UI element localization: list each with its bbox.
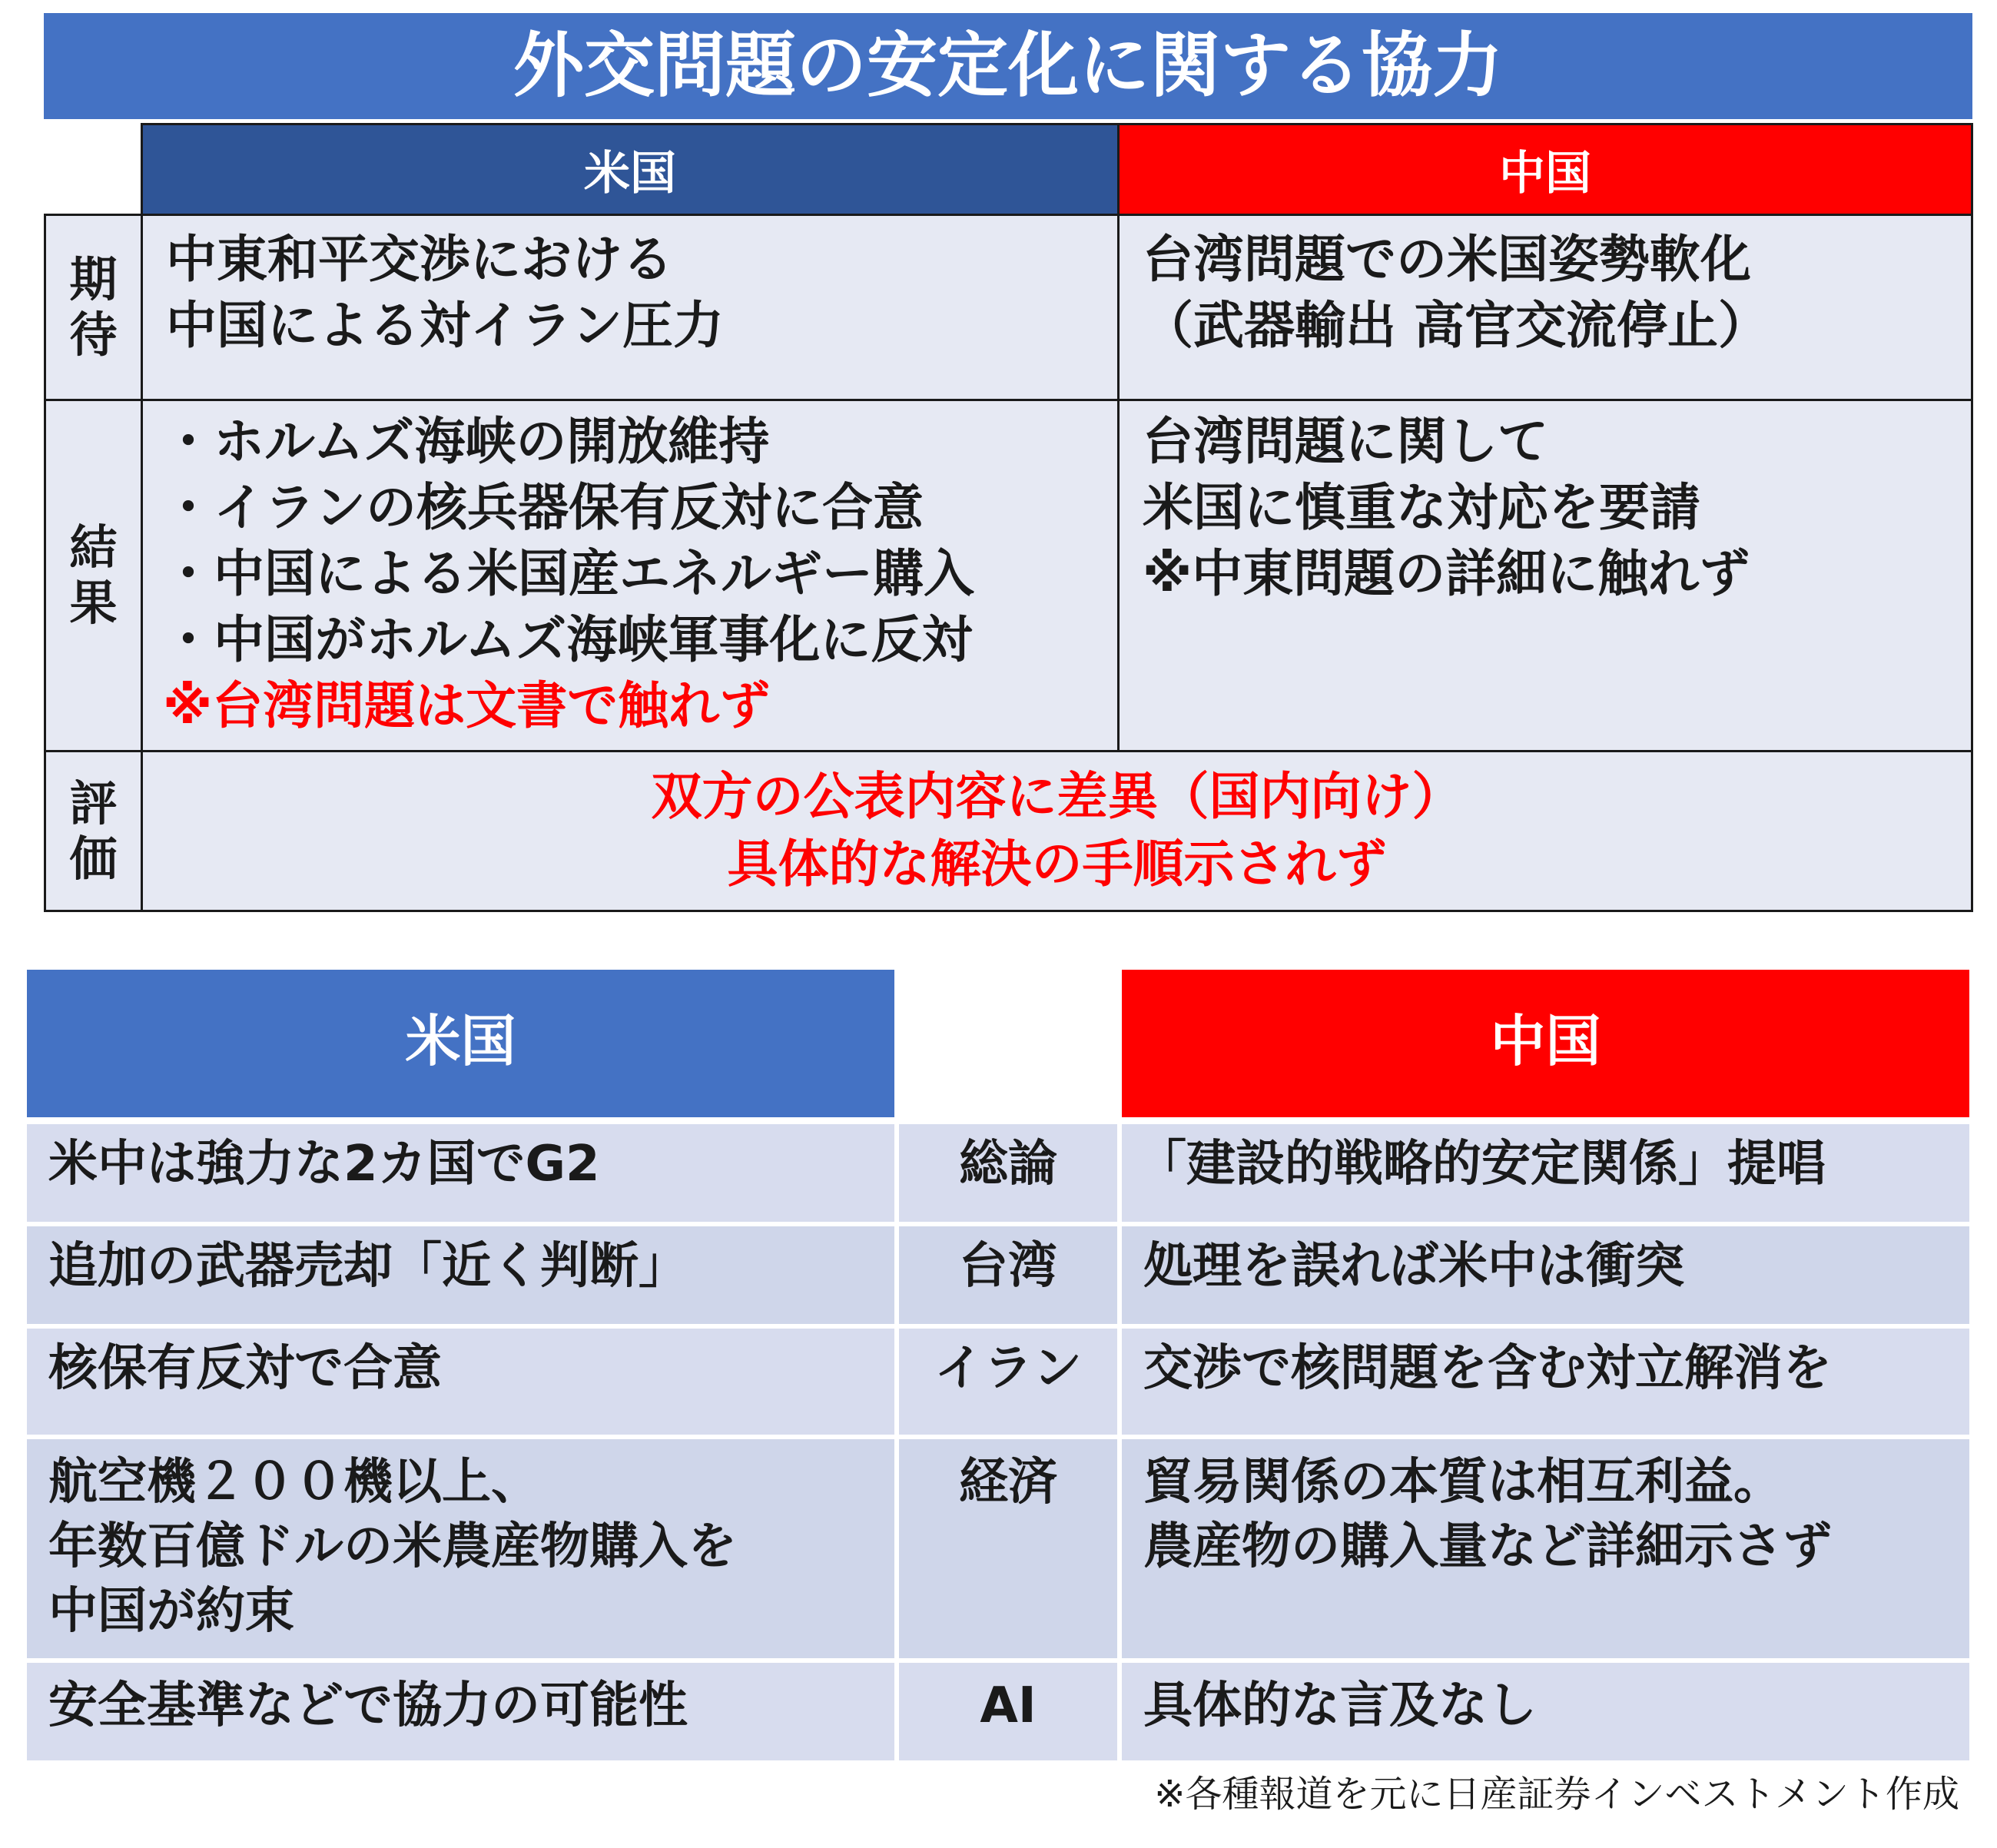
row-label-evaluation bbox=[44, 750, 143, 912]
top-header-us-label: 米国 bbox=[584, 146, 676, 201]
bottom-header-china-label: 中国 bbox=[1490, 1009, 1601, 1073]
top-header-us bbox=[141, 123, 1120, 216]
row-topic-text: AI bbox=[980, 1677, 1037, 1734]
result-us-cell bbox=[141, 399, 1120, 752]
table-row-topic bbox=[899, 1124, 1117, 1222]
row-topic-text: イラン bbox=[934, 1340, 1082, 1397]
table-row bbox=[1122, 1663, 1969, 1760]
top-header-china bbox=[1117, 123, 1973, 216]
table-row bbox=[27, 1663, 894, 1760]
table-row bbox=[27, 1226, 894, 1324]
row-china-text: 「建設的戦略的安定関係」提唱 bbox=[1137, 1136, 1826, 1193]
row-us-text: 中国が約束 bbox=[48, 1583, 294, 1640]
row-china-text: 交渉で核問題を含む対立解消を bbox=[1143, 1340, 1832, 1397]
table-row-topic bbox=[899, 1663, 1117, 1760]
table-row bbox=[1122, 1439, 1969, 1658]
expectation-china-line: （武器輸出 高官交流停止） bbox=[1143, 296, 1769, 355]
table-row bbox=[27, 1329, 894, 1435]
bottom-header-us-label: 米国 bbox=[405, 1009, 516, 1073]
row-us-text: 年数百億ドルの米農産物購入を bbox=[48, 1518, 737, 1575]
row-us-text: 米中は強力な2カ国でG2 bbox=[48, 1136, 600, 1193]
table-row bbox=[1122, 1329, 1969, 1435]
row-us-text: 追加の武器売却「近く判断」 bbox=[48, 1238, 688, 1295]
table-row-topic bbox=[899, 1439, 1117, 1658]
row-topic-text: 総論 bbox=[959, 1136, 1057, 1193]
top-header-china-label: 中国 bbox=[1499, 146, 1591, 201]
bottom-header-china bbox=[1122, 970, 1969, 1117]
result-us-line: ・中国がホルムズ海峡軍事化に反対 bbox=[163, 610, 973, 669]
evaluation-cell bbox=[141, 750, 1973, 912]
result-us-line: ・中国による米国産エネルギー購入 bbox=[163, 544, 974, 603]
row-label-result-text: 結 果 bbox=[69, 519, 118, 631]
result-china-cell bbox=[1117, 399, 1973, 752]
result-us-line: ・ホルムズ海峡の開放維持 bbox=[163, 412, 770, 471]
table-row-topic bbox=[899, 1226, 1117, 1324]
row-china-text: 貿易関係の本質は相互利益。 bbox=[1143, 1454, 1783, 1511]
table-row bbox=[27, 1124, 894, 1222]
row-us-text: 安全基準などで協力の可能性 bbox=[48, 1677, 688, 1734]
evaluation-line: 双方の公表内容に差異（国内向け） bbox=[651, 767, 1463, 826]
row-label-result bbox=[44, 399, 143, 752]
expectation-us-line: 中国による対イラン圧力 bbox=[166, 296, 724, 355]
row-us-text: 核保有反対で合意 bbox=[48, 1340, 442, 1397]
table-row bbox=[1122, 1226, 1969, 1324]
row-label-evaluation-text: 評 価 bbox=[69, 775, 118, 887]
row-label-expectation-text: 期 待 bbox=[69, 251, 118, 363]
row-us-text: 航空機２００機以上、 bbox=[48, 1454, 540, 1511]
row-china-text: 具体的な言及なし bbox=[1143, 1677, 1537, 1734]
result-china-line: 台湾問題に関して bbox=[1143, 412, 1548, 471]
row-china-text: 農産物の購入量など詳細示さず bbox=[1143, 1518, 1832, 1575]
table-row bbox=[1122, 1124, 1969, 1222]
row-label-expectation bbox=[44, 214, 143, 401]
result-us-note: ※台湾問題は文書で触れず bbox=[163, 676, 771, 735]
bottom-header-us bbox=[27, 970, 894, 1117]
table-row bbox=[27, 1439, 894, 1658]
result-china-line: ※中東問題の詳細に触れず bbox=[1143, 544, 1750, 603]
row-topic-text: 経済 bbox=[959, 1454, 1057, 1511]
row-china-text: 処理を誤れば米中は衝突 bbox=[1143, 1238, 1684, 1295]
expectation-us-cell bbox=[141, 214, 1120, 401]
page-title: 外交問題の安定化に関する協力 bbox=[44, 13, 1972, 119]
expectation-china-cell bbox=[1117, 214, 1973, 401]
result-us-line: ・イランの核兵器保有反対に合意 bbox=[163, 478, 924, 537]
evaluation-line: 具体的な解決の手順示されず bbox=[727, 834, 1387, 894]
result-china-line: 米国に慎重な対応を要請 bbox=[1143, 478, 1700, 537]
expectation-us-line: 中東和平交渉における bbox=[166, 230, 673, 289]
table-row-topic bbox=[899, 1329, 1117, 1435]
expectation-china-line: 台湾問題での米国姿勢軟化 bbox=[1143, 230, 1751, 289]
source-footnote: ※各種報道を元に日産証券インベストメント作成 bbox=[1154, 1773, 1959, 1816]
row-topic-text: 台湾 bbox=[959, 1238, 1057, 1295]
